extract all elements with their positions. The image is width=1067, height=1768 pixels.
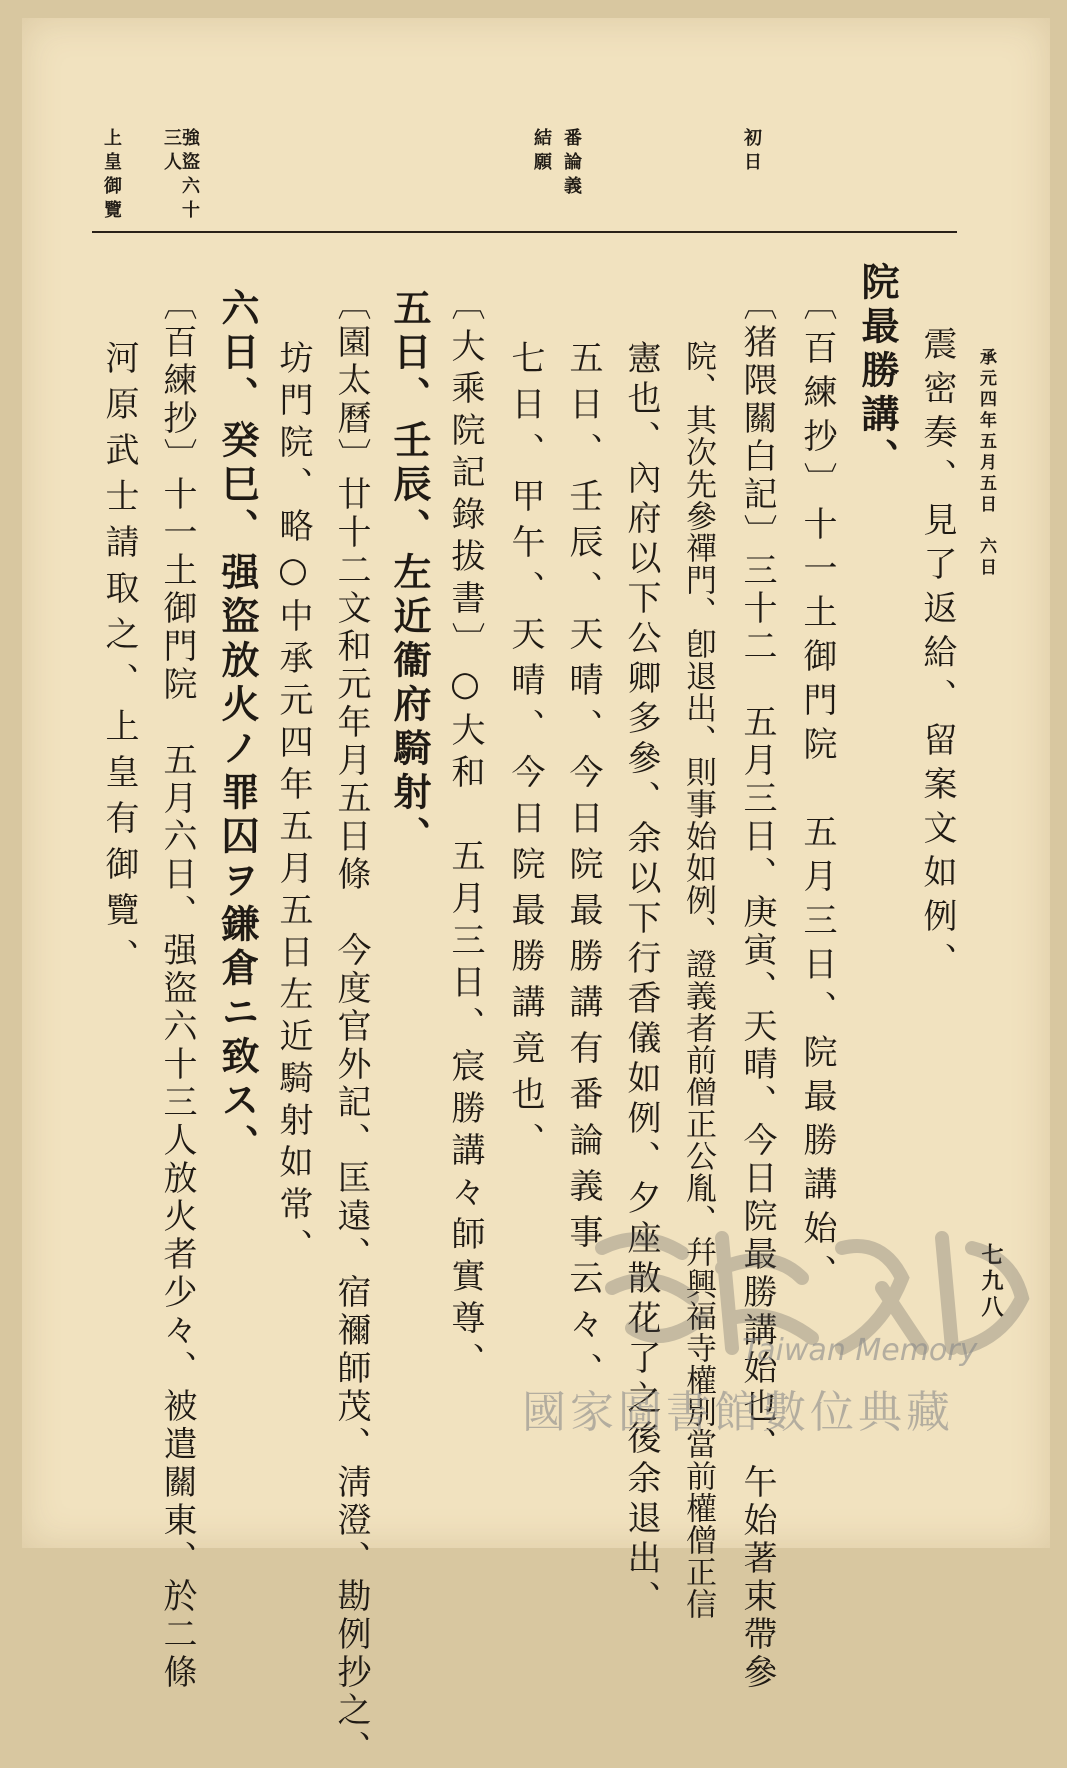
- margin-note-kechigan: 結願: [531, 128, 552, 176]
- margin-note-first-day: 初日: [741, 128, 762, 176]
- page-number: 七九八: [978, 1243, 1004, 1321]
- header-rule: [92, 231, 957, 233]
- column-12: 坊門院、略○中承元四年五月五日左近騎射如常、: [273, 340, 313, 1270]
- watermark-subtitle: Taiwan Memory: [742, 1333, 978, 1368]
- column-13: 六日、癸巳、强盜放火ノ罪囚ヲ鎌倉ニ致ス、: [215, 288, 260, 1168]
- column-2: 院最勝講、: [855, 262, 900, 482]
- column-14: 〔百練抄〕十一土御門院 五月六日、强盜六十三人放火者少々、被遣關東、於二條: [157, 286, 197, 1692]
- column-10: 五日、壬辰、左近衞府騎射、: [387, 288, 432, 860]
- watermark-line2: 國家圖書館數位典藏: [522, 1387, 954, 1438]
- margin-note-robbers: 強盜六十三人: [161, 128, 200, 224]
- margin-note-joko-goran: 上皇御覽: [101, 128, 122, 224]
- column-8: 七日、甲午、天晴、今日院最勝講竟也、: [505, 340, 545, 1168]
- column-3: 〔百練抄〕十一土御門院 五月三日、院最勝講始、: [797, 286, 837, 1298]
- column-1: 震密奏、見了返給、留案文如例、: [917, 326, 957, 986]
- column-15: 河原武士請取之、上皇有御覽、: [99, 340, 139, 984]
- column-7: 五日、壬辰、天晴、今日院最勝講有番論義事云々、: [563, 340, 603, 1398]
- running-title: 承元四年五月五日 六日: [976, 348, 996, 579]
- column-5: 院、其次先參禪門、卽退出、則事始如例、證義者前僧正公胤、幷興福寺權別當前權僧正信: [680, 340, 716, 1620]
- column-6: 憲也、內府以下公卿多參、余以下行香儀如例、夕座散花了之後余退出、: [621, 340, 661, 1620]
- document-page: [22, 18, 1050, 1768]
- column-9: 〔大乘院記錄拔書〕○大和 五月三日、宸勝講々師實尊、: [445, 286, 485, 1384]
- column-4: 〔猪隈關白記〕三十二 五月三日、庚寅、天晴、今日院最勝講始也、午始著束帶參: [737, 286, 777, 1692]
- margin-note-banrongi: 番論義: [561, 128, 582, 200]
- column-11: 〔園太曆〕廿十二文和元年月五日條 今度官外記、匡遠、宿禰師茂、淸澄、勘例抄之、: [331, 286, 371, 1768]
